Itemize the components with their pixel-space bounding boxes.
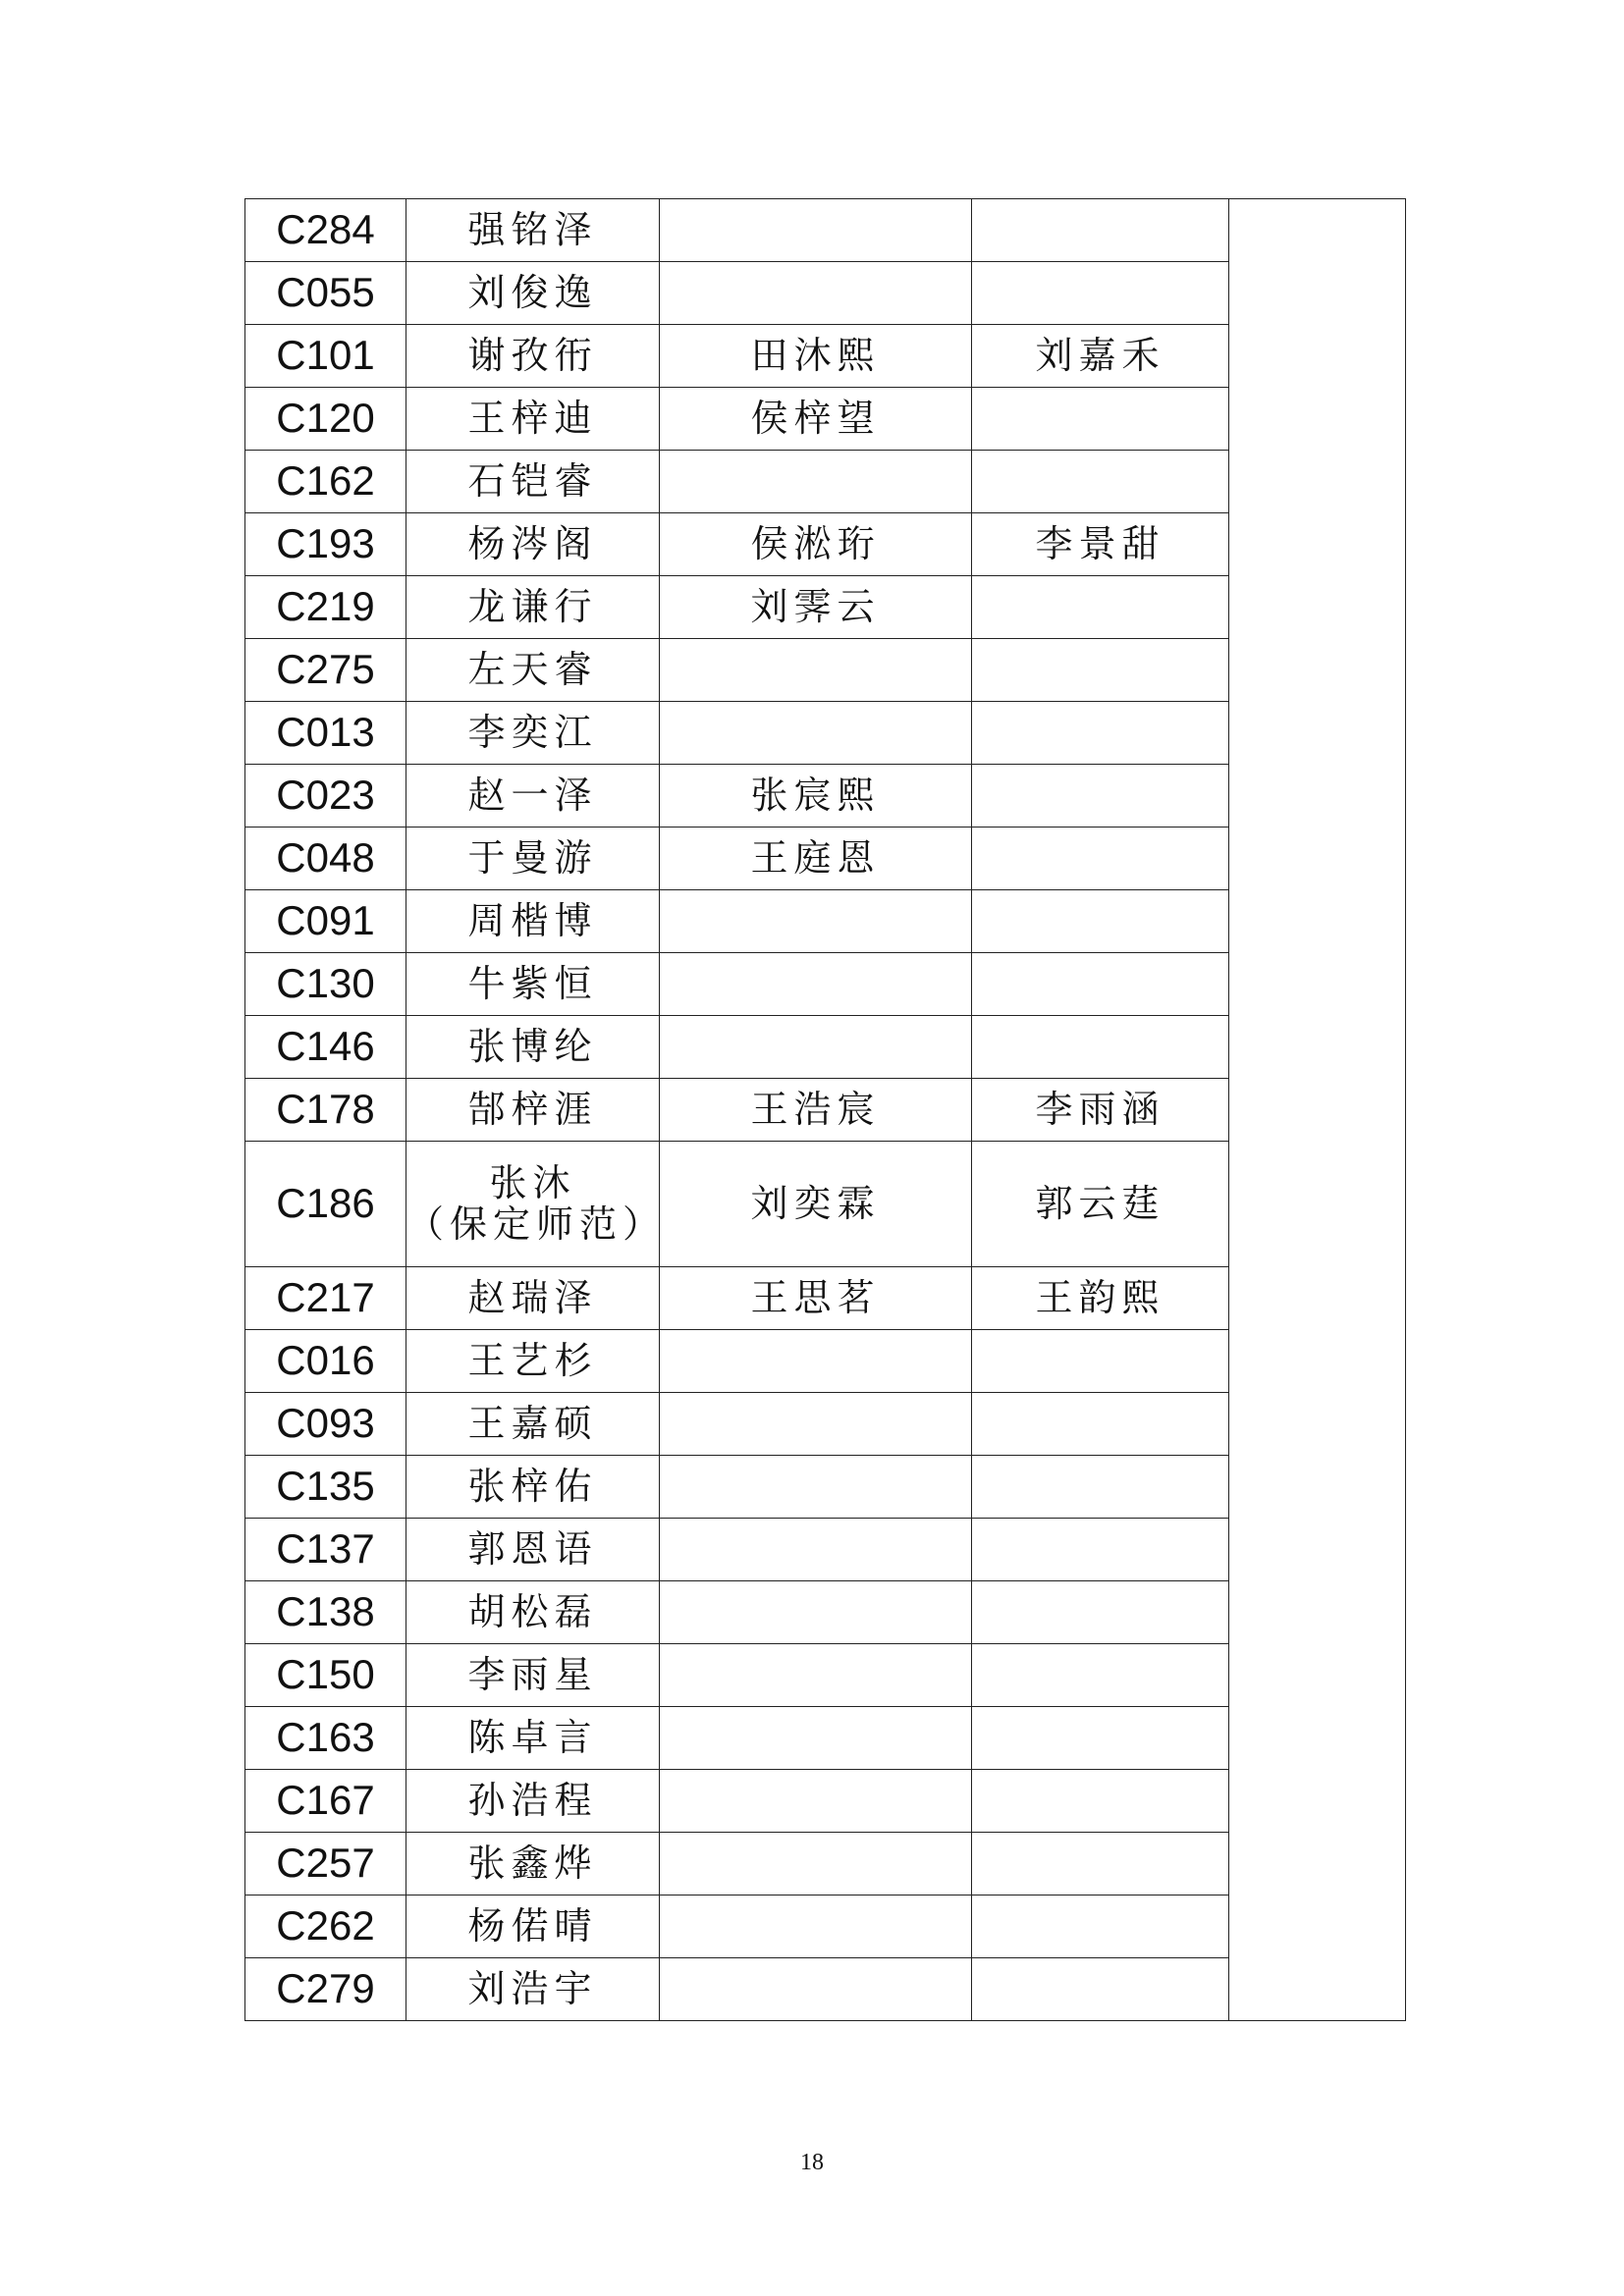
member2-name-cell xyxy=(660,1644,972,1707)
member3-name-cell xyxy=(972,953,1229,1016)
member-name-cell: 左天睿 xyxy=(406,639,660,702)
team-code-cell: C120 xyxy=(245,388,406,451)
member-name-cell: 李奕江 xyxy=(406,702,660,765)
team-code-cell: C016 xyxy=(245,1330,406,1393)
team-code-cell: C137 xyxy=(245,1519,406,1581)
roster-table-body xyxy=(245,199,1406,2021)
member-name-cell: 赵瑞泽 xyxy=(406,1267,660,1330)
member3-name-cell: 王韵熙 xyxy=(972,1267,1229,1330)
member2-name-cell xyxy=(660,1958,972,2021)
member-name-cell: 杨涔阁 xyxy=(406,513,660,576)
member-name-cell: 强铭泽 xyxy=(406,199,660,262)
member-name-cell: 赵一泽 xyxy=(406,765,660,828)
member2-name-cell: 王庭恩 xyxy=(660,828,972,890)
team-code-cell: C178 xyxy=(245,1079,406,1142)
team-code-cell: C055 xyxy=(245,262,406,325)
member3-name-cell: 刘嘉禾 xyxy=(972,325,1229,388)
member3-name-cell xyxy=(972,890,1229,953)
member-name-cell: 谢孜衎 xyxy=(406,325,660,388)
member3-name-cell xyxy=(972,388,1229,451)
member2-name-cell xyxy=(660,199,972,262)
member2-name-cell xyxy=(660,451,972,513)
member3-name-cell xyxy=(972,1016,1229,1079)
member-school-note: （保定师范） xyxy=(406,1201,667,1246)
team-code-cell: C162 xyxy=(245,451,406,513)
member-name: 张沐 xyxy=(489,1160,576,1204)
team-code-cell: C193 xyxy=(245,513,406,576)
member2-name-cell xyxy=(660,953,972,1016)
member2-name-cell xyxy=(660,1896,972,1958)
member3-name-cell xyxy=(972,1707,1229,1770)
member3-name-cell xyxy=(972,262,1229,325)
member3-name-cell xyxy=(972,1456,1229,1519)
team-code-cell: C150 xyxy=(245,1644,406,1707)
member2-name-cell: 田沐熙 xyxy=(660,325,972,388)
member2-name-cell xyxy=(660,1707,972,1770)
member3-name-cell xyxy=(972,1770,1229,1833)
member2-name-cell: 刘奕霖 xyxy=(660,1142,972,1267)
member2-name-cell: 侯梓望 xyxy=(660,388,972,451)
table-row xyxy=(245,199,1406,262)
member3-name-cell: 李雨涵 xyxy=(972,1079,1229,1142)
member-name-cell: 张博纶 xyxy=(406,1016,660,1079)
member2-name-cell xyxy=(660,1581,972,1644)
team-code-cell: C091 xyxy=(245,890,406,953)
member-name-cell: 于曼游 xyxy=(406,828,660,890)
page-number: 18 xyxy=(800,2150,824,2175)
team-code-cell: C135 xyxy=(245,1456,406,1519)
member2-name-cell: 张宸熙 xyxy=(660,765,972,828)
member-name-cell: 龙谦行 xyxy=(406,576,660,639)
team-code-cell: C284 xyxy=(245,199,406,262)
member2-name-cell xyxy=(660,262,972,325)
member2-name-cell xyxy=(660,1456,972,1519)
team-code-cell: C275 xyxy=(245,639,406,702)
team-code-cell: C093 xyxy=(245,1393,406,1456)
member3-name-cell xyxy=(972,828,1229,890)
merged-remarks-cell xyxy=(1229,199,1406,2021)
team-code-cell: C048 xyxy=(245,828,406,890)
member3-name-cell xyxy=(972,1519,1229,1581)
member3-name-cell xyxy=(972,1833,1229,1896)
member3-name-cell xyxy=(972,765,1229,828)
member3-name-cell xyxy=(972,1644,1229,1707)
team-code-cell: C146 xyxy=(245,1016,406,1079)
member3-name-cell xyxy=(972,1958,1229,2021)
member-name-cell: 刘浩宇 xyxy=(406,1958,660,2021)
member-name-cell: 刘俊逸 xyxy=(406,262,660,325)
member-name-cell: 杨偌晴 xyxy=(406,1896,660,1958)
roster-table xyxy=(244,198,1406,2021)
member3-name-cell: 郭云莛 xyxy=(972,1142,1229,1267)
member3-name-cell xyxy=(972,576,1229,639)
member-name-cell: 胡松磊 xyxy=(406,1581,660,1644)
member-name-cell: 王梓迪 xyxy=(406,388,660,451)
member2-name-cell: 侯淞珩 xyxy=(660,513,972,576)
member3-name-cell: 李景甜 xyxy=(972,513,1229,576)
member-name-cell xyxy=(406,1142,667,1267)
member2-name-cell xyxy=(660,1770,972,1833)
team-code-cell: C163 xyxy=(245,1707,406,1770)
member2-name-cell xyxy=(660,1393,972,1456)
member-name-cell: 石铠睿 xyxy=(406,451,660,513)
team-code-cell: C013 xyxy=(245,702,406,765)
team-code-cell: C023 xyxy=(245,765,406,828)
member2-name-cell xyxy=(660,702,972,765)
member-name-cell: 张梓佑 xyxy=(406,1456,660,1519)
member-name-cell: 牛紫恒 xyxy=(406,953,660,1016)
member3-name-cell xyxy=(972,451,1229,513)
team-code-cell: C186 xyxy=(245,1142,406,1267)
member-name-cell: 郭恩语 xyxy=(406,1519,660,1581)
member2-name-cell xyxy=(660,1519,972,1581)
member3-name-cell xyxy=(972,702,1229,765)
member-name-cell: 郜梓涯 xyxy=(406,1079,660,1142)
member-name-cell: 王艺杉 xyxy=(406,1330,660,1393)
member2-name-cell xyxy=(660,1330,972,1393)
team-code-cell: C217 xyxy=(245,1267,406,1330)
team-code-cell: C219 xyxy=(245,576,406,639)
member-name-cell: 周楷博 xyxy=(406,890,660,953)
member3-name-cell xyxy=(972,639,1229,702)
team-code-cell: C130 xyxy=(245,953,406,1016)
team-code-cell: C262 xyxy=(245,1896,406,1958)
team-code-cell: C279 xyxy=(245,1958,406,2021)
member-name-cell: 陈卓言 xyxy=(406,1707,660,1770)
member3-name-cell xyxy=(972,1393,1229,1456)
member-name-cell: 张鑫烨 xyxy=(406,1833,660,1896)
member2-name-cell xyxy=(660,639,972,702)
team-code-cell: C167 xyxy=(245,1770,406,1833)
team-code-cell: C257 xyxy=(245,1833,406,1896)
member3-name-cell xyxy=(972,1896,1229,1958)
team-code-cell: C101 xyxy=(245,325,406,388)
member-name-cell: 王嘉硕 xyxy=(406,1393,660,1456)
member2-name-cell: 王浩宸 xyxy=(660,1079,972,1142)
member2-name-cell xyxy=(660,1016,972,1079)
member2-name-cell: 王思茗 xyxy=(660,1267,972,1330)
member-name-cell: 孙浩程 xyxy=(406,1770,660,1833)
member2-name-cell: 刘霁云 xyxy=(660,576,972,639)
team-code-cell: C138 xyxy=(245,1581,406,1644)
member2-name-cell xyxy=(660,890,972,953)
member-name-cell: 李雨星 xyxy=(406,1644,660,1707)
member2-name-cell xyxy=(660,1833,972,1896)
member3-name-cell xyxy=(972,1581,1229,1644)
member3-name-cell xyxy=(972,199,1229,262)
member3-name-cell xyxy=(972,1330,1229,1393)
